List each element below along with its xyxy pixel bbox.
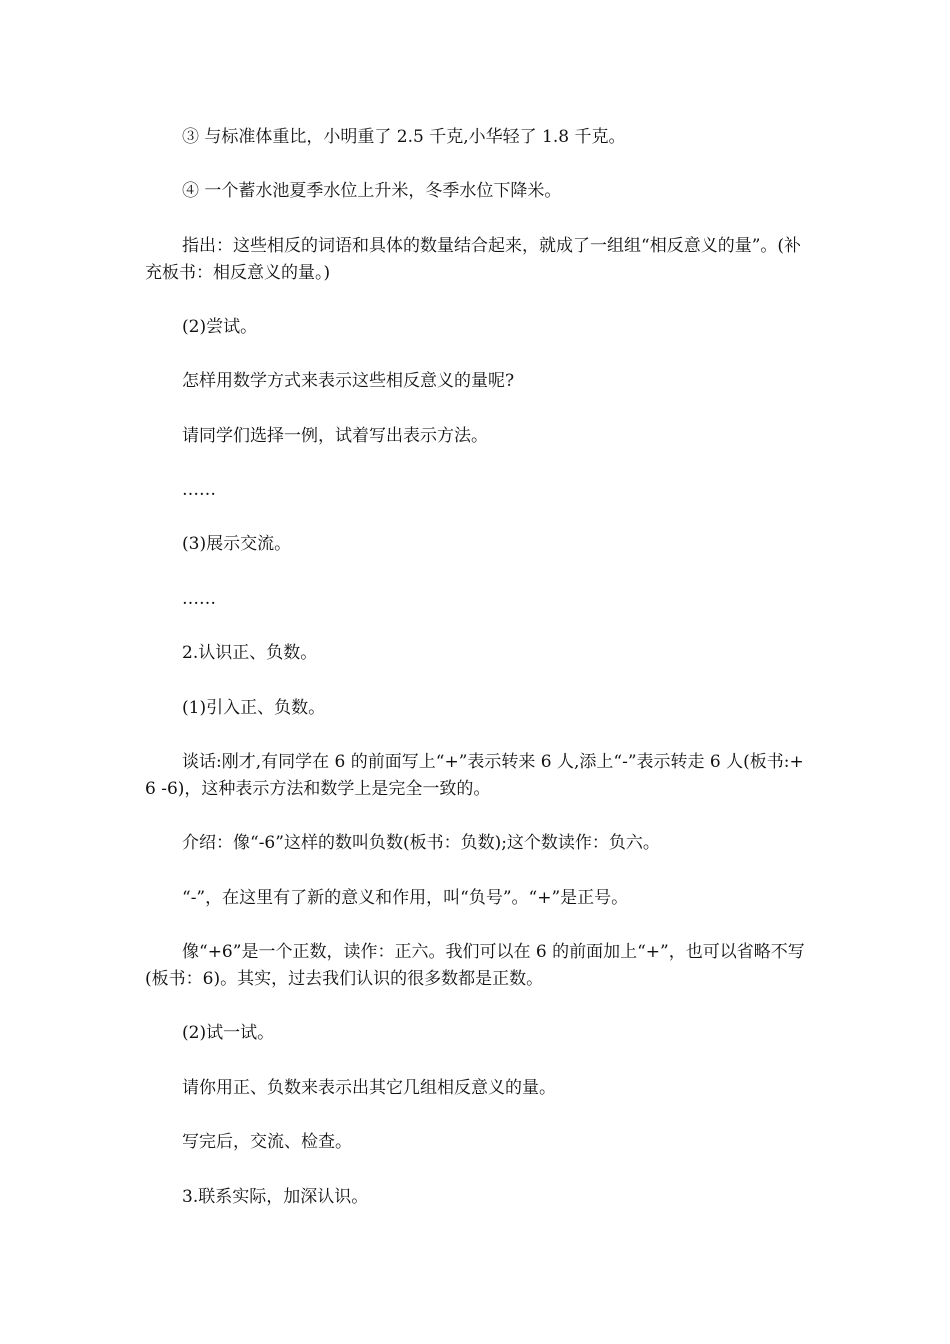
paragraph-section-3: 3.联系实际，加深认识。 — [182, 1187, 369, 1207]
paragraph-heading-share: (3)展示交流。 — [182, 534, 292, 554]
paragraph-talk: 谈话:刚才,有同学在 6 的前面写上“+”表示转来 6 人,添上“-”表示转走 6 人(板书:+6 -6)，这种表示方法和数学上是完全一致的。 — [145, 752, 804, 799]
paragraph-minus-sign: “-”，在这里有了新的意义和作用，叫“负号”。“+”是正号。 — [182, 888, 629, 908]
paragraph-heading-try: (2)尝试。 — [182, 317, 258, 337]
paragraph-exercise: 请你用正、负数来表示出其它几组相反意义的量。 — [182, 1078, 556, 1098]
paragraph-example-4: ④ 一个蓄水池夏季水位上升米，冬季水位下降米。 — [182, 181, 562, 201]
paragraph-example-3: ③ 与标准体重比，小明重了 2.5 千克,小华轻了 1.8 千克。 — [182, 127, 626, 147]
paragraph-section-2: 2.认识正、负数。 — [182, 643, 318, 663]
paragraph-positive-number: 像“+6”是一个正数，读作：正六。我们可以在 6 的前面加上“+”，也可以省略不写(板书：6)。其实，过去我们认识的很多数都是正数。 — [145, 942, 805, 989]
paragraph-point-out: 指出：这些相反的词语和具体的数量结合起来，就成了一组组“相反意义的量”。(补充板书：相反意义的量。) — [145, 236, 802, 283]
paragraph-instruction: 请同学们选择一例，试着写出表示方法。 — [182, 426, 488, 446]
paragraph-question: 怎样用数学方式来表示这些相反意义的量呢? — [182, 371, 515, 391]
paragraph-introduction: 介绍：像“-6”这样的数叫负数(板书：负数);这个数读作：负六。 — [182, 833, 660, 853]
paragraph-after-writing: 写完后，交流、检查。 — [182, 1132, 352, 1152]
paragraph-heading-introduce: (1)引入正、负数。 — [182, 698, 326, 718]
paragraph-ellipsis-2: …… — [182, 589, 216, 609]
paragraph-ellipsis-1: …… — [182, 480, 216, 500]
paragraph-heading-try-it: (2)试一试。 — [182, 1023, 275, 1043]
